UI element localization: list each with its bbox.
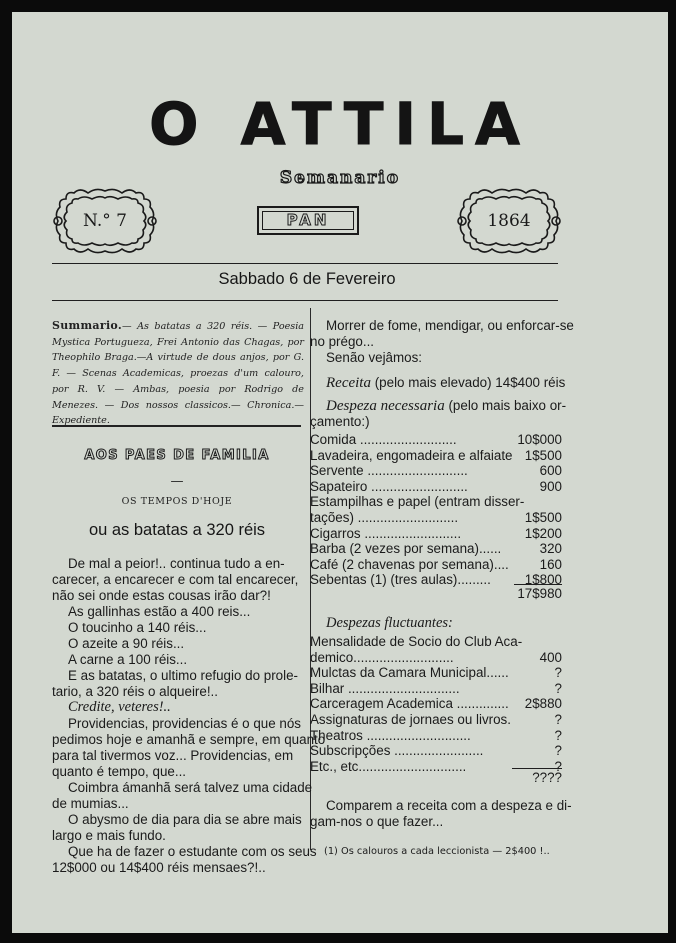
body-line: carecer, a encarecer e com tal encarecer, <box>52 572 299 587</box>
body-line: largo e mais fundo. <box>52 828 166 843</box>
issue-year: 1864 <box>487 211 531 231</box>
body-line-latin: Credite, veteres!.. <box>68 699 171 715</box>
expense-label: Carceragem Academica .............. <box>310 696 509 712</box>
issue-number: N.° 7 <box>83 211 127 231</box>
expense-value: 1$200 <box>524 525 562 541</box>
issue-number-frame <box>52 185 158 257</box>
newspaper-subtitle: Semanario <box>279 168 401 188</box>
summary-label: Summario. <box>52 319 122 332</box>
body-line: Comparem a receita com a despeza e di- <box>326 798 572 813</box>
body-line: quanto é tempo, que... <box>52 764 187 779</box>
article-headline: ou as batatas a 320 réis <box>88 521 266 539</box>
fluct-total: ???? <box>532 770 562 785</box>
expense-value: ? <box>554 680 562 696</box>
summary-block <box>52 318 304 429</box>
expense-value: 1$500 <box>524 447 562 463</box>
expense-value: 160 <box>539 556 562 572</box>
despeza-label: Despeza necessaria <box>326 398 445 414</box>
fluct-label: Despezas fluctuantes: <box>326 615 453 631</box>
body-line: não sei onde estas cousas irão dar?! <box>52 588 271 603</box>
body-line: Que ha de fazer o estudante com os seus <box>68 844 317 859</box>
body-line: pedimos hoje e amanhã e sempre, em quanto <box>52 732 326 747</box>
expense-label: Sapateiro .......................... <box>310 478 468 494</box>
expense-value: ? <box>554 727 562 743</box>
expense-label: Mulctas da Camara Municipal...... <box>310 665 509 681</box>
expense-value: 400 <box>539 649 562 665</box>
expense-label: tações) ........................... <box>310 510 459 525</box>
receita-label: Receita <box>326 375 371 391</box>
receita-value: (pelo mais elevado) 14$400 réis <box>374 375 566 390</box>
body-line: para tal tivermos voz... Providencias, em <box>52 748 294 763</box>
expense-value: 600 <box>539 463 562 479</box>
despeza-text-cont: çamento:) <box>310 414 370 429</box>
body-line: Providencias, providencias é o que nós <box>68 716 301 731</box>
expense-label: Comida .......................... <box>310 432 457 447</box>
body-line: Coimbra ámanhã será talvez uma cidade <box>68 780 313 795</box>
issue-date: Sabbado 6 de Fevereiro <box>218 270 396 288</box>
expense-label: Servente ........................... <box>310 463 468 479</box>
expense-label: Theatros ............................ <box>310 727 471 743</box>
motto-box <box>257 206 359 235</box>
body-line: E as batatas, o ultimo refugio do prole- <box>68 668 299 683</box>
body-line: Morrer de fome, mendigar, ou enforcar-se <box>326 318 574 333</box>
expense-label: Bilhar .............................. <box>310 680 460 696</box>
body-line: no prégo... <box>310 334 375 349</box>
expense-value: ? <box>554 758 562 774</box>
year-frame <box>456 185 562 257</box>
expense-label: demico........................... <box>310 649 454 665</box>
rule-top <box>52 263 558 264</box>
motto-label: PAN <box>286 211 330 229</box>
receita-line <box>326 375 565 392</box>
expense-value: 320 <box>539 541 562 557</box>
expense-value: 900 <box>539 478 562 494</box>
body-line: A carne a 100 réis... <box>68 652 188 667</box>
summary-text: — As batatas a 320 réis. — Poesia Mystica Portugueza, Frei Antonio das Chagas, por Theophilo Braga.—A virtude de dous anjos, por G. F. — Scenas Academicas, proezas d'um calouro, por R. V. — Ambas, poesia por Rodrigo de Menezes. — Dos nossos classicos.— Chronica.— Expediente. <box>52 321 304 427</box>
body-line: O toucinho a 140 réis... <box>68 620 207 635</box>
expense-label: Assignaturas de jornaes ou livros. <box>310 712 511 727</box>
newspaper-page <box>12 12 668 933</box>
expense-value: 1$800 <box>524 572 562 588</box>
body-line: O abysmo de dia para dia se abre mais <box>68 812 302 827</box>
body-line: As gallinhas estão a 400 reis... <box>68 604 251 619</box>
body-line: O azeite a 90 réis... <box>68 636 185 651</box>
expense-label: Café (2 chavenas por semana).... <box>310 556 509 572</box>
expense-label: Mensalidade de Socio do Club Aca- <box>310 634 523 649</box>
body-line: gam-nos o que fazer... <box>310 814 444 829</box>
summary-rule <box>52 425 301 427</box>
expense-label: Lavadeira, engomadeira e alfaiate <box>310 447 513 463</box>
expense-value: 2$880 <box>524 696 562 712</box>
body-line: 12$000 ou 14$400 réis mensaes?!.. <box>52 860 266 875</box>
body-line: tario, a 320 réis o alqueire!.. <box>52 684 218 699</box>
section-heading: AOS PAES DE FAMILIA <box>84 448 270 463</box>
despeza-text: (pelo mais baixo or- <box>448 398 567 413</box>
expense-label: Etc., etc............................. <box>310 758 467 774</box>
expenses-total: 17$980 <box>517 586 562 601</box>
expense-value: ? <box>554 743 562 759</box>
rule-bottom <box>52 300 558 301</box>
total-rule <box>514 584 562 585</box>
body-line: Senão vejâmos: <box>326 350 423 365</box>
expense-label: Subscripções ........................ <box>310 743 484 759</box>
expense-value: 10$000 <box>517 432 562 447</box>
body-line: de mumias... <box>52 796 129 811</box>
despeza-line <box>326 398 566 415</box>
expense-value: ? <box>554 665 562 681</box>
article-subhead: OS TEMPOS D'HOJE <box>121 496 233 507</box>
expense-value: 1$500 <box>524 510 562 525</box>
body-line: De mal a peior!.. continua tudo a en- <box>68 556 285 571</box>
fluct-total-rule <box>512 768 562 769</box>
expense-value: ? <box>554 712 562 727</box>
footnote: (1) Os calouros a cada leccionista — 2$400 !.. <box>324 846 550 857</box>
expense-label: Barba (2 vezes por semana)...... <box>310 541 502 557</box>
expense-label: Cigarros .......................... <box>310 525 462 541</box>
newspaper-title: O ATTILA <box>149 90 531 158</box>
expense-label: Estampilhas e papel (entram disser- <box>310 494 525 510</box>
section-dash: — <box>170 474 184 489</box>
expense-label: Sebentas (1) (tres aulas)......... <box>310 572 491 588</box>
